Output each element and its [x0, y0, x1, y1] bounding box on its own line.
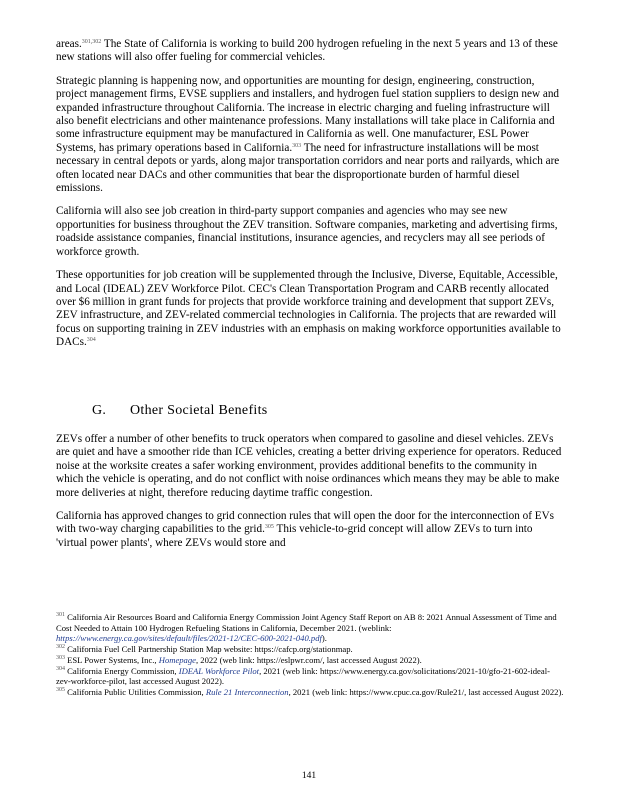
- paragraph: [56, 75, 564, 196]
- text-run: , 2021 (web link: https://www.energy.ca.gov/solicitations/2021-10/gfo-21-602-ideal-zev-workforce-pilot, last accessed August 2022).: [56, 665, 550, 687]
- hyperlink[interactable]: IDEAL Workforce Pilot: [178, 665, 260, 676]
- paragraph: [56, 510, 564, 550]
- footnote-ref: 304: [56, 665, 65, 672]
- footnote-ref: 303: [292, 142, 302, 149]
- text-run: The need for infrastructure installations will be most necessary in central depots or yards, along major transportation corridors and near ports and railyards, which are often located near DACs and other communities that bear the disproportionate burden of harmful diesel emissions.: [56, 141, 560, 195]
- text-run: California Fuel Cell Partnership Station Map website: https://cafcp.org/stationmap.: [65, 644, 353, 655]
- text-run: California will also see job creation in third-party support companies and agencies who may see new opportunities for business throughout the ZEV transition. Software companies, marketing and advertising firms, roadside assistance companies, financial institutions, insurance agencies, and recyclers may all see periods of workforce growth.: [56, 205, 558, 258]
- text-run: These opportunities for job creation will be supplemented through the Inclusive, Diverse, Equitable, Accessible, and Local (IDEAL) ZEV Workforce Pilot. CEC's Clean Transportation Program and CARB recently allocated over $6 million in grant funds for projects that provide workforce training and development that support ZEVs, ZEV infrastructure, and ZEV-related commercial technologies in California. The projects that are rewarded will focus on supporting training in ZEV industries with an emphasis on making workforce opportunities available to DACs.: [56, 269, 561, 349]
- text-run: , 2021 (web link: https://www.cpuc.ca.gov/Rule21/, last accessed August 2022).: [288, 686, 564, 697]
- text-run: California Public Utilities Commission,: [65, 686, 206, 697]
- footnote-ref: 301: [56, 612, 65, 618]
- text-run: , 2022 (web link: https://eslpwr.com/, last accessed August 2022).: [195, 654, 422, 665]
- footnote: [56, 612, 564, 644]
- text-run: areas.: [56, 38, 82, 50]
- footnote: [56, 655, 564, 666]
- text-run: ).: [321, 633, 327, 644]
- footnote: [56, 687, 564, 698]
- footnote: [56, 666, 564, 687]
- footnote-ref: 305: [56, 686, 65, 693]
- section-heading: [92, 403, 268, 419]
- paragraph: [56, 38, 564, 65]
- hyperlink[interactable]: https://www.energy.ca.gov/sites/default/files/2021-12/CEC-600-2021-040.pdf: [56, 633, 322, 644]
- footnote-ref: 303: [56, 654, 65, 661]
- text-run: This vehicle-to-grid concept will allow ZEVs to turn into 'virtual power plants', where ZEVs would store and: [56, 523, 533, 549]
- text-run: ZEVs offer a number of other benefits to truck operators when compared to gasoline and diesel vehicles. ZEVs are quiet and have a smoother ride than ICE vehicles, creating a better driving experience for operators. Reduced noise at the worksite creates a safer working environment, provides additional benefits to the community in which the vehicle is operating, and do not conflict with noise ordinances which means they may be able to make more deliveries at night, therefore reducing daytime traffic congestion.: [56, 433, 562, 499]
- text-run: Strategic planning is happening now, and opportunities are mounting for design, engineering, construction, project management firms, EVSE suppliers and installers, and hydrogen fuel station suppliers to design new and expanded infrastructure throughout California. The increase in electric charging and fueling infrastructure will also benefit electricians and other maintenance professions. Many installations will take place in California and some infrastructure equipment may be manufactured in California as well. One manufacturer, ESL Power Systems, has primary operations based in California.: [56, 74, 560, 154]
- footnotes: [56, 612, 564, 698]
- hyperlink[interactable]: Homepage: [158, 654, 196, 665]
- section-title: Other Societal Benefits: [130, 403, 268, 418]
- footnote: [56, 644, 564, 655]
- text-run: California has approved changes to grid connection rules that will open the door for the interconnection of EVs with two-way charging capabilities to the grid.: [56, 510, 555, 536]
- text-run: The State of California is working to build 200 hydrogen refueling in the next 5 years and 13 of these new stations will also offer fueling for commercial vehicles.: [56, 38, 558, 64]
- paragraph: [56, 433, 564, 500]
- body-lower: [56, 433, 564, 550]
- footnote-ref: 304: [86, 337, 96, 344]
- page-number: 141: [301, 771, 317, 781]
- body-upper: [56, 38, 564, 350]
- paragraph: [56, 269, 564, 349]
- text-run: California Energy Commission,: [65, 665, 179, 676]
- footnote-ref: 302: [56, 644, 65, 651]
- section-number: G.: [92, 403, 107, 418]
- text-run: ESL Power Systems, Inc.,: [65, 654, 159, 665]
- footnote-ref: 305: [264, 524, 274, 531]
- footnote-ref: 301,302: [81, 39, 102, 45]
- text-run: California Air Resources Board and California Energy Commission Joint Agency Staff Report on AB 8: 2021 Annual Assessment of Time and Cost Needed to Attain 100 Hydrogen Refueling Stations in California, December 2021. (weblink:: [56, 612, 557, 633]
- paragraph: [56, 205, 564, 259]
- hyperlink[interactable]: Rule 21 Interconnection: [205, 686, 289, 697]
